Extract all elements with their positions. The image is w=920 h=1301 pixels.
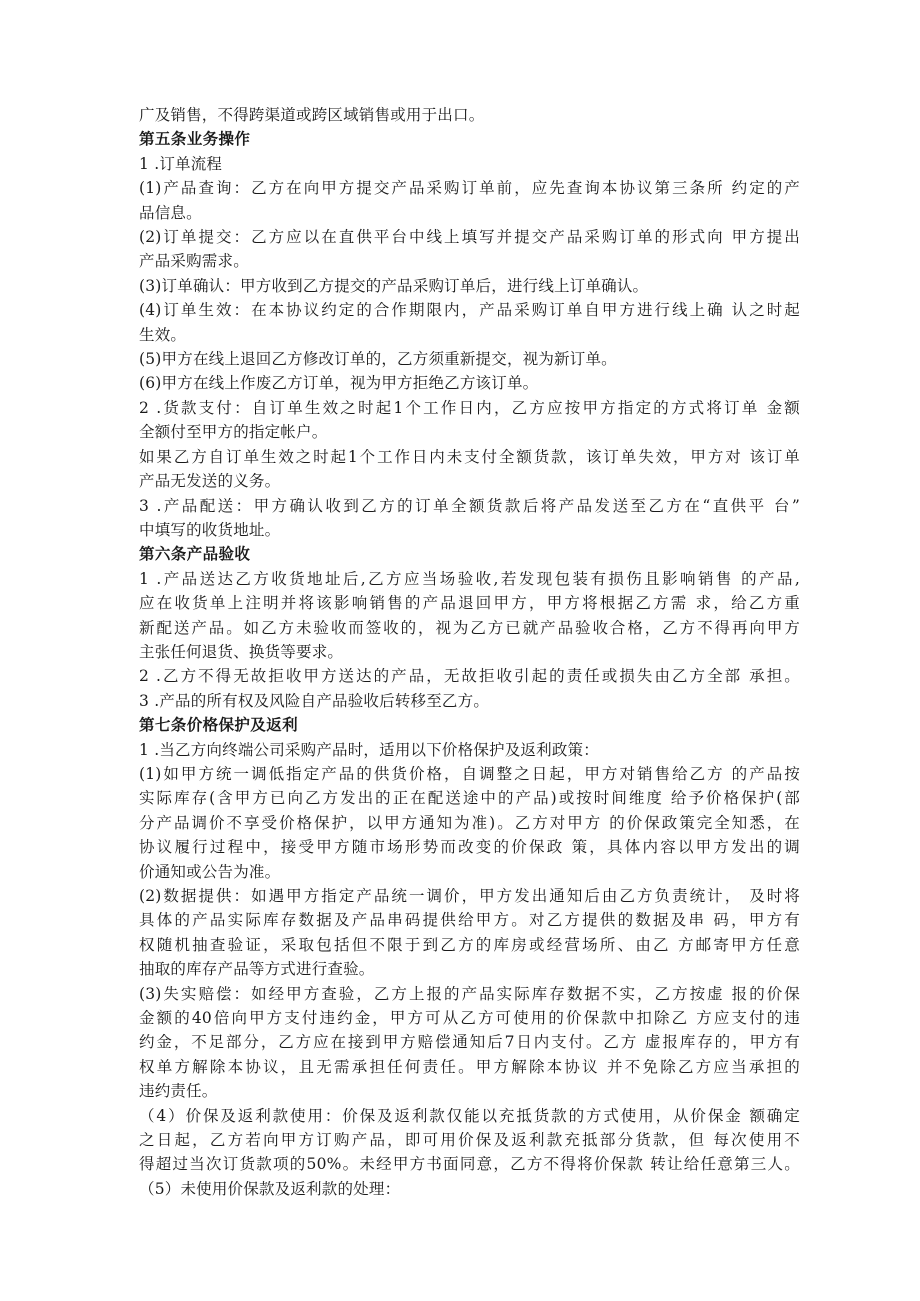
- text-line: 3 .产品的所有权及风险自产品验收后转移至乙方。: [139, 691, 490, 710]
- text-line: 全额付至甲方的指定帐户。: [139, 423, 328, 442]
- text-line: 广及销售，不得跨渠道或跨区域销售或用于出口。: [139, 106, 485, 124]
- text-line: 得超过当次订货款项的50%。未经甲方书面同意，乙方不得将价保款 转让给任意第三人。: [139, 1155, 800, 1174]
- text-line: 价通知或公告为准。: [139, 862, 281, 881]
- text-line: (3)失实赔偿：如经甲方查验，乙方上报的产品实际库存数据不实，乙方按虚 报的价保: [139, 984, 800, 1003]
- text-line: 违约责任。: [139, 1082, 218, 1101]
- text-line: （4）价保及返利款使用：价保及返利款仅能以充抵货款的方式使用，从价保金 额确定: [139, 1106, 800, 1125]
- text-line: (3)订单确认：甲方收到乙方提交的产品采购订单后，进行线上订单确认。: [139, 276, 649, 295]
- text-line: 1 .当乙方向终端公司采购产品时，适用以下价格保护及返利政策：: [139, 740, 599, 759]
- text-line: 如果乙方自订单生效之时起1个工作日内未支付全额货款，该订单失效，甲方对 该订单: [139, 447, 800, 466]
- text-line: 1 .产品送达乙方收货地址后,乙方应当场验收,若发现包装有损伤且影响销售 的产品,: [139, 569, 800, 588]
- text-line: (1)如甲方统一调低指定产品的供货价格，自调整之日起，甲方对销售给乙方 的产品按: [139, 764, 800, 783]
- text-line: 新配送产品。如乙方未验收而签收的，视为乙方已就产品验收合格，乙方不得再向甲方: [139, 618, 800, 637]
- text-line: 实际库存(含甲方已向乙方发出的正在配送途中的产品)或按时间维度 给予价格保护(部: [139, 789, 800, 808]
- text-line: 抽取的库存产品等方式进行查验。: [139, 960, 375, 979]
- section-heading: 第五条业务操作: [139, 130, 251, 149]
- text-line: 协议履行过程中，接受甲方随市场形势而改变的价保政 策，具体内容以甲方发出的调: [139, 838, 800, 857]
- text-line: (4)订单生效：在本协议约定的合作期限内，产品采购订单自甲方进行线上确 认之时起: [139, 301, 800, 320]
- text-line: （5）未使用价保款及返利款的处理：: [139, 1179, 401, 1198]
- text-line: (1)产品查询：乙方在向甲方提交产品采购订单前，应先查询本协议第三条所 约定的产: [139, 179, 800, 198]
- text-line: 产品无发送的义务。: [139, 472, 281, 491]
- text-line: 金额的40倍向甲方支付违约金，甲方可从乙方可使用的价保款中扣除乙 方应支付的违: [139, 1009, 800, 1028]
- text-line: 生效。: [139, 325, 187, 344]
- text-line: (6)甲方在线上作废乙方订单，视为甲方拒绝乙方该订单。: [139, 374, 539, 393]
- text-line: 约金，不足部分，乙方应在接到甲方赔偿通知后7日内支付。乙方 虚报库存的，甲方有: [139, 1033, 800, 1052]
- text-line: 中填写的收货地址。: [139, 520, 281, 539]
- text-line: (2)订单提交：乙方应以在直供平台中线上填写并提交产品采购订单的形式向 甲方提出: [139, 228, 800, 247]
- text-line: 2 .货款支付：自订单生效之时起1个工作日内，乙方应按甲方指定的方式将订单 金额: [139, 398, 800, 417]
- text-line: 品信息。: [139, 203, 202, 222]
- text-line: (2)数据提供：如遇甲方指定产品统一调价，甲方发出通知后由乙方负责统计， 及时将: [139, 887, 800, 905]
- text-line: 之日起，乙方若向甲方订购产品，即可用价保及返利款充抵部分货款，但 每次使用不: [139, 1131, 800, 1150]
- text-line: 主张任何退货、换货等要求。: [139, 642, 344, 661]
- text-line: (5)甲方在线上退回乙方修改订单的，乙方须重新提交，视为新订单。: [139, 350, 617, 369]
- text-line: 分产品调价不享受价格保护，以甲方通知为准)。乙方对甲方 的价保政策完全知悉，在: [139, 813, 800, 832]
- text-line: 具体的产品实际库存数据及产品串码提供给甲方。对乙方提供的数据及串 码，甲方有: [139, 911, 800, 930]
- text-line: 应在收货单上注明并将该影响销售的产品退回甲方，甲方将根据乙方需 求，给乙方重: [139, 594, 800, 613]
- text-line: 产品采购需求。: [139, 252, 249, 271]
- text-line: 权单方解除本协议，且无需承担任何责任。甲方解除本协议 并不免除乙方应当承担的: [139, 1057, 800, 1076]
- section-heading: 第六条产品验收: [139, 545, 251, 564]
- text-line: 2 .乙方不得无故拒收甲方送达的产品，无故拒收引起的责任或损失由乙方全部 承担。: [139, 667, 800, 686]
- document-body: [139, 103, 800, 1201]
- text-line: 权随机抽查验证，采取包括但不限于到乙方的库房或经营场所、由乙 方邮寄甲方任意: [139, 935, 800, 954]
- text-line: 3 .产品配送：甲方确认收到乙方的订单全额货款后将产品发送至乙方在“直供平 台”: [139, 496, 800, 515]
- text-line: 1 .订单流程: [139, 154, 223, 173]
- section-heading: 第七条价格保护及返利: [139, 716, 299, 735]
